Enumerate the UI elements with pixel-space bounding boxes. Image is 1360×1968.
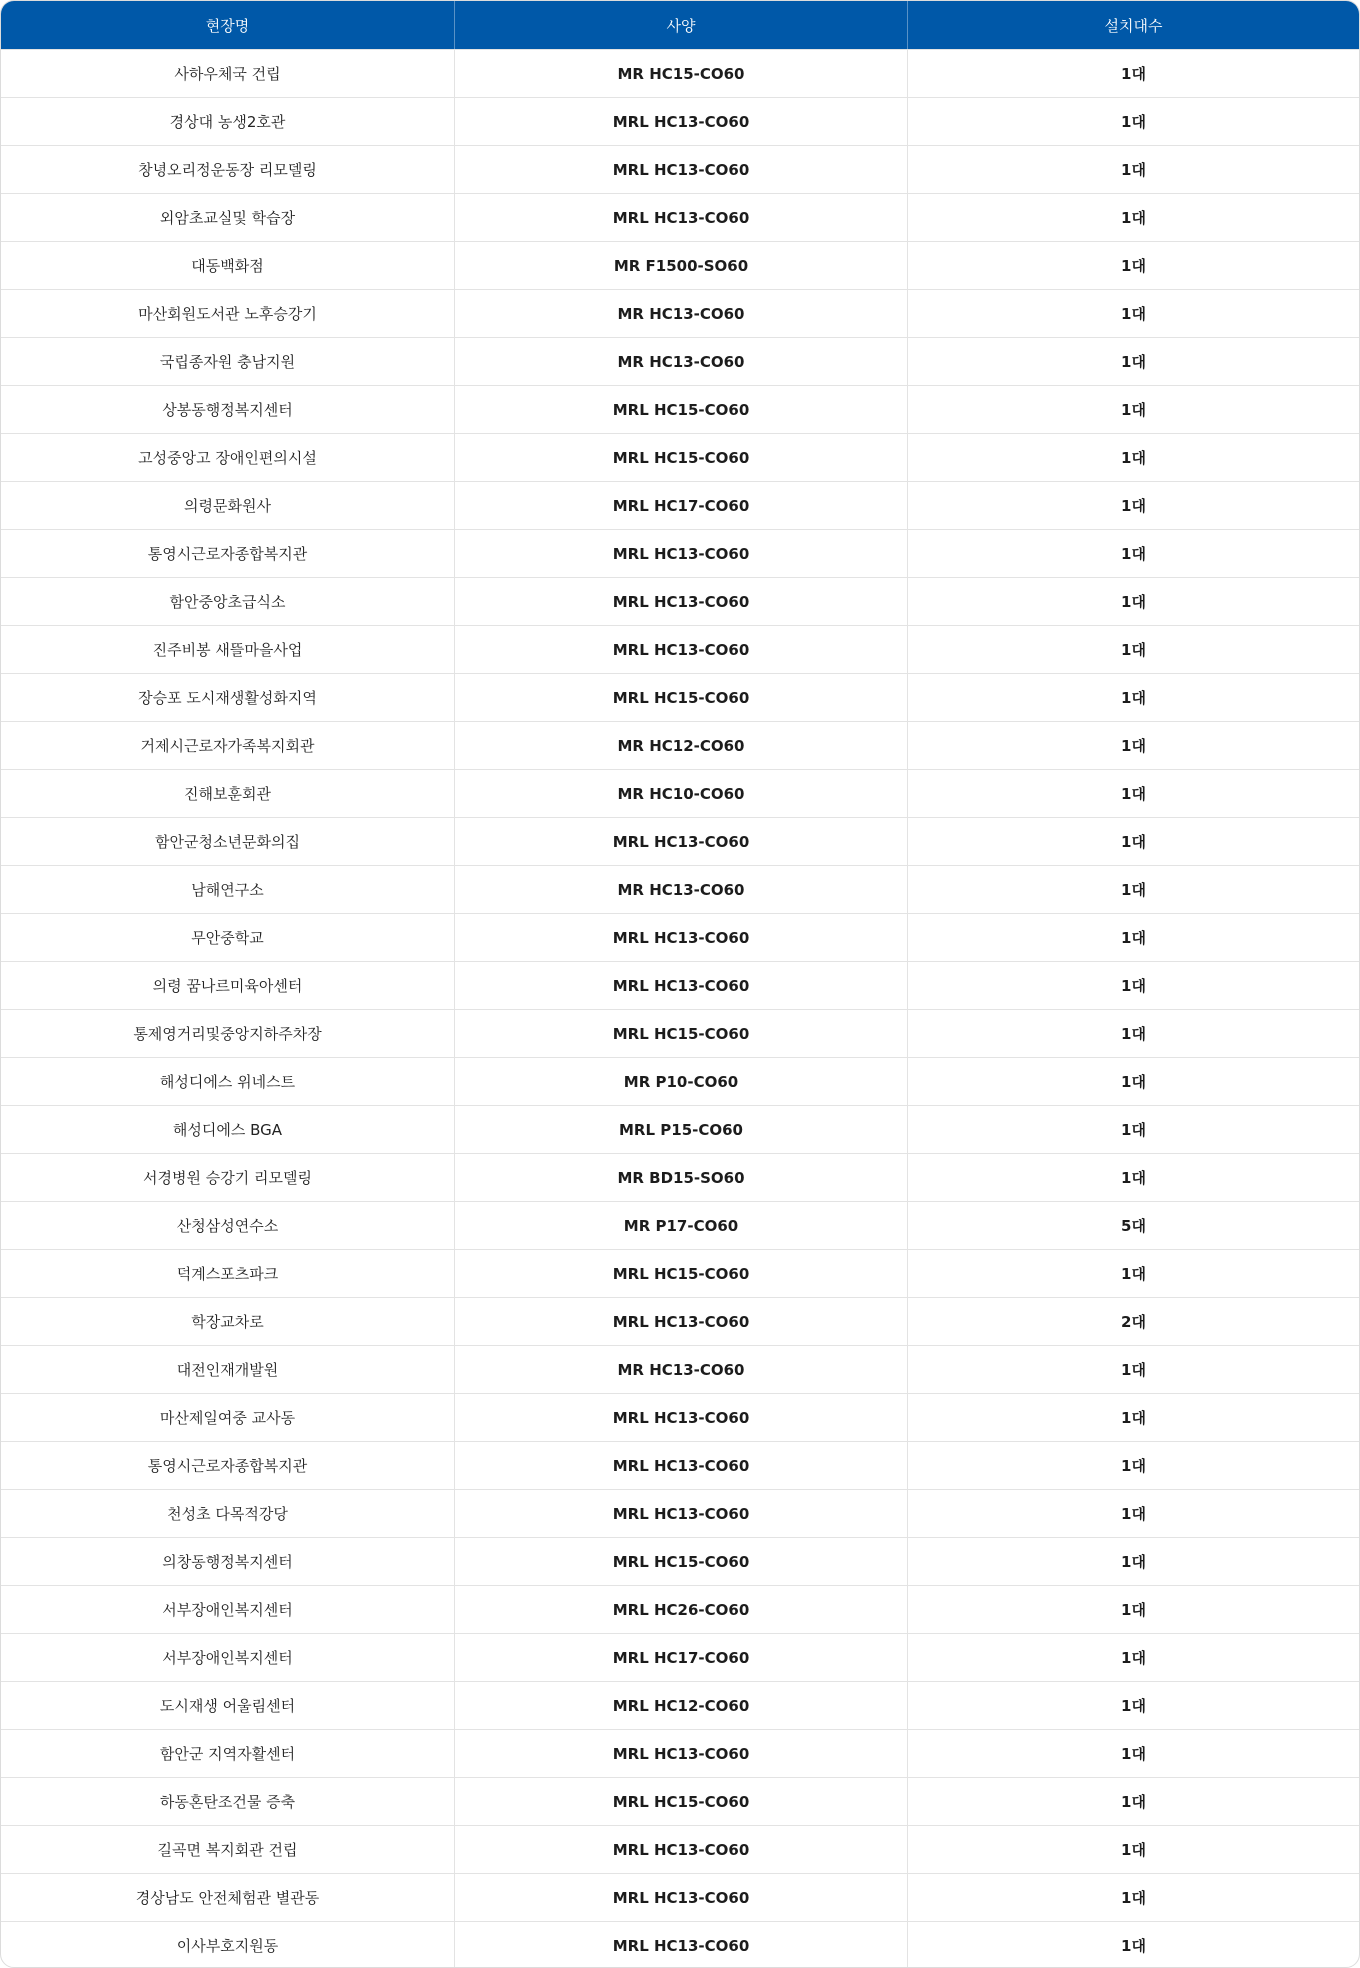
site-name-cell: 거제시근로자가족복지회관 — [1, 722, 455, 769]
unit-count-cell: 1대 — [1121, 65, 1146, 83]
site-name-cell: 도시재생 어울림센터 — [1, 1682, 455, 1729]
spec-cell: MR HC13-CO60 — [455, 866, 908, 913]
table-row — [1, 1345, 1359, 1393]
unit-count-cell: 1대 — [1121, 833, 1146, 851]
site-name-cell: 국립종자원 충남지원 — [1, 338, 455, 385]
spec-cell: MRL HC13-CO60 — [455, 1490, 908, 1537]
unit-count-cell: 1대 — [1121, 1889, 1146, 1907]
unit-count-cell: 1대 — [1121, 689, 1146, 707]
spec-cell: MRL HC13-CO60 — [455, 1922, 908, 1968]
spec-cell: MR HC13-CO60 — [455, 290, 908, 337]
site-name-cell: 서부장애인복지센터 — [1, 1586, 455, 1633]
spec-cell: MRL HC13-CO60 — [455, 1298, 908, 1345]
table-row — [1, 1729, 1359, 1777]
unit-count-cell: 1대 — [1121, 401, 1146, 419]
spec-cell: MR HC10-CO60 — [455, 770, 908, 817]
spec-cell: MRL HC13-CO60 — [455, 914, 908, 961]
table-row — [1, 1633, 1359, 1681]
spec-cell: MR BD15-SO60 — [455, 1154, 908, 1201]
site-name-cell: 창녕오리정운동장 리모델링 — [1, 146, 455, 193]
column-header-unit-count: 설치대수 — [1104, 16, 1163, 35]
unit-count-cell: 1대 — [1121, 881, 1146, 899]
spec-cell: MRL HC13-CO60 — [455, 146, 908, 193]
unit-count-cell: 5대 — [1121, 1217, 1146, 1235]
table-row — [1, 913, 1359, 961]
table-row — [1, 577, 1359, 625]
table-header — [1, 1, 1359, 49]
unit-count-cell: 1대 — [1121, 449, 1146, 467]
site-name-cell: 무안중학교 — [1, 914, 455, 961]
table-row — [1, 1105, 1359, 1153]
table-row — [1, 865, 1359, 913]
site-name-cell: 마산제일여중 교사동 — [1, 1394, 455, 1441]
unit-count-cell: 1대 — [1121, 1409, 1146, 1427]
site-name-cell: 통영시근로자종합복지관 — [1, 1442, 455, 1489]
site-name-cell: 대동백화점 — [1, 242, 455, 289]
table-row — [1, 1393, 1359, 1441]
unit-count-cell: 1대 — [1121, 737, 1146, 755]
table-row — [1, 385, 1359, 433]
site-name-cell: 경상대 농생2호관 — [1, 98, 455, 145]
spec-cell: MRL HC17-CO60 — [455, 482, 908, 529]
unit-count-cell: 1대 — [1121, 161, 1146, 179]
site-name-cell: 함안군청소년문화의집 — [1, 818, 455, 865]
spec-cell: MRL HC26-CO60 — [455, 1586, 908, 1633]
unit-count-cell: 1대 — [1121, 1265, 1146, 1283]
unit-count-cell: 1대 — [1121, 1745, 1146, 1763]
site-name-cell: 남해연구소 — [1, 866, 455, 913]
spec-cell: MRL HC15-CO60 — [455, 386, 908, 433]
table-row — [1, 721, 1359, 769]
unit-count-cell: 1대 — [1121, 785, 1146, 803]
unit-count-cell: 1대 — [1121, 929, 1146, 947]
table-row — [1, 1873, 1359, 1921]
spec-cell: MRL HC13-CO60 — [455, 962, 908, 1009]
unit-count-cell: 1대 — [1121, 1505, 1146, 1523]
table-row — [1, 49, 1359, 97]
unit-count-cell: 1대 — [1121, 1361, 1146, 1379]
unit-count-cell: 1대 — [1121, 545, 1146, 563]
table-row — [1, 529, 1359, 577]
table-row — [1, 337, 1359, 385]
site-name-cell: 상봉동행정복지센터 — [1, 386, 455, 433]
column-header-spec: 사양 — [455, 1, 908, 49]
site-name-cell: 서부장애인복지센터 — [1, 1634, 455, 1681]
unit-count-cell: 1대 — [1121, 1601, 1146, 1619]
unit-count-cell: 1대 — [1121, 1025, 1146, 1043]
spec-cell: MRL HC13-CO60 — [455, 194, 908, 241]
site-name-cell: 덕계스포츠파크 — [1, 1250, 455, 1297]
spec-cell: MRL HC13-CO60 — [455, 1442, 908, 1489]
table-row — [1, 1777, 1359, 1825]
spec-cell: MRL HC13-CO60 — [455, 1730, 908, 1777]
table-row — [1, 625, 1359, 673]
unit-count-cell: 1대 — [1121, 353, 1146, 371]
spec-cell: MRL HC13-CO60 — [455, 818, 908, 865]
site-name-cell: 길곡면 복지회관 건립 — [1, 1826, 455, 1873]
table-row — [1, 97, 1359, 145]
site-name-cell: 외암초교실및 학습장 — [1, 194, 455, 241]
unit-count-cell: 1대 — [1121, 305, 1146, 323]
unit-count-cell: 1대 — [1121, 497, 1146, 515]
site-name-cell: 함안군 지역자활센터 — [1, 1730, 455, 1777]
unit-count-cell: 2대 — [1121, 1313, 1146, 1331]
table-row — [1, 241, 1359, 289]
unit-count-cell: 1대 — [1121, 257, 1146, 275]
site-name-cell: 진주비봉 새뜰마을사업 — [1, 626, 455, 673]
site-name-cell: 해성디에스 위네스트 — [1, 1058, 455, 1105]
spec-cell: MRL HC13-CO60 — [455, 1394, 908, 1441]
table-body — [1, 49, 1359, 1968]
table-row — [1, 817, 1359, 865]
table-row — [1, 1297, 1359, 1345]
unit-count-cell: 1대 — [1121, 641, 1146, 659]
spec-cell: MRL HC13-CO60 — [455, 578, 908, 625]
spec-cell: MRL HC15-CO60 — [455, 434, 908, 481]
site-name-cell: 통영시근로자종합복지관 — [1, 530, 455, 577]
spec-cell: MRL HC13-CO60 — [455, 1826, 908, 1873]
site-name-cell: 이사부호지원동 — [1, 1922, 455, 1968]
table-row — [1, 145, 1359, 193]
table-row — [1, 1489, 1359, 1537]
site-name-cell: 대전인재개발원 — [1, 1346, 455, 1393]
table-row — [1, 1249, 1359, 1297]
table-row — [1, 1057, 1359, 1105]
spec-cell: MRL P15-CO60 — [455, 1106, 908, 1153]
unit-count-cell: 1대 — [1121, 113, 1146, 131]
site-name-cell: 학장교차로 — [1, 1298, 455, 1345]
spec-cell: MRL HC17-CO60 — [455, 1634, 908, 1681]
unit-count-cell: 1대 — [1121, 1841, 1146, 1859]
site-name-cell: 하동혼탄조건물 증축 — [1, 1778, 455, 1825]
unit-count-cell: 1대 — [1121, 593, 1146, 611]
spec-cell: MRL HC13-CO60 — [455, 530, 908, 577]
spec-cell: MR HC13-CO60 — [455, 1346, 908, 1393]
spec-cell: MRL HC13-CO60 — [455, 1874, 908, 1921]
unit-count-cell: 1대 — [1121, 1697, 1146, 1715]
table-row — [1, 769, 1359, 817]
table-row — [1, 961, 1359, 1009]
spec-cell: MRL HC15-CO60 — [455, 1538, 908, 1585]
unit-count-cell: 1대 — [1121, 977, 1146, 995]
unit-count-cell: 1대 — [1121, 1457, 1146, 1475]
spec-cell: MRL HC13-CO60 — [455, 626, 908, 673]
site-name-cell: 의창동행정복지센터 — [1, 1538, 455, 1585]
site-name-cell: 사하우체국 건립 — [1, 50, 455, 97]
site-name-cell: 함안중앙초급식소 — [1, 578, 455, 625]
table-row — [1, 1009, 1359, 1057]
unit-count-cell: 1대 — [1121, 1937, 1146, 1955]
site-name-cell: 천성초 다목적강당 — [1, 1490, 455, 1537]
unit-count-cell: 1대 — [1121, 1793, 1146, 1811]
site-name-cell: 진해보훈회관 — [1, 770, 455, 817]
unit-count-cell: 1대 — [1121, 1649, 1146, 1667]
spec-cell: MR P10-CO60 — [455, 1058, 908, 1105]
site-name-cell: 고성중앙고 장애인편의시설 — [1, 434, 455, 481]
spec-cell: MR HC13-CO60 — [455, 338, 908, 385]
table-row — [1, 1537, 1359, 1585]
site-name-cell: 의령문화원사 — [1, 482, 455, 529]
table-row — [1, 1681, 1359, 1729]
site-name-cell: 경상남도 안전체험관 별관동 — [1, 1874, 455, 1921]
table-row — [1, 1825, 1359, 1873]
site-name-cell: 해성디에스 BGA — [1, 1106, 455, 1153]
table-row — [1, 1153, 1359, 1201]
spec-cell: MRL HC15-CO60 — [455, 1010, 908, 1057]
spec-cell: MRL HC15-CO60 — [455, 1250, 908, 1297]
table-row — [1, 289, 1359, 337]
site-name-cell: 산청삼성연수소 — [1, 1202, 455, 1249]
site-name-cell: 의령 꿈나르미육아센터 — [1, 962, 455, 1009]
spec-cell: MRL HC15-CO60 — [455, 1778, 908, 1825]
unit-count-cell: 1대 — [1121, 1169, 1146, 1187]
spec-cell: MRL HC15-CO60 — [455, 674, 908, 721]
column-header-site-name: 현장명 — [1, 1, 455, 49]
spec-cell: MR P17-CO60 — [455, 1202, 908, 1249]
table-row — [1, 1921, 1359, 1968]
table-row — [1, 673, 1359, 721]
table-row — [1, 1201, 1359, 1249]
table-row — [1, 1441, 1359, 1489]
unit-count-cell: 1대 — [1121, 1121, 1146, 1139]
spec-cell: MRL HC13-CO60 — [455, 98, 908, 145]
unit-count-cell: 1대 — [1121, 209, 1146, 227]
site-name-cell: 장승포 도시재생활성화지역 — [1, 674, 455, 721]
unit-count-cell: 1대 — [1121, 1553, 1146, 1571]
table-row — [1, 1585, 1359, 1633]
spec-cell: MR F1500-SO60 — [455, 242, 908, 289]
unit-count-cell: 1대 — [1121, 1073, 1146, 1091]
table-row — [1, 193, 1359, 241]
spec-cell: MRL HC12-CO60 — [455, 1682, 908, 1729]
table-row — [1, 481, 1359, 529]
site-name-cell: 서경병원 승강기 리모델링 — [1, 1154, 455, 1201]
site-name-cell: 마산회원도서관 노후승강기 — [1, 290, 455, 337]
spec-cell: MR HC15-CO60 — [455, 50, 908, 97]
site-name-cell: 통제영거리및중앙지하주차장 — [1, 1010, 455, 1057]
spec-cell: MR HC12-CO60 — [455, 722, 908, 769]
table-row — [1, 433, 1359, 481]
